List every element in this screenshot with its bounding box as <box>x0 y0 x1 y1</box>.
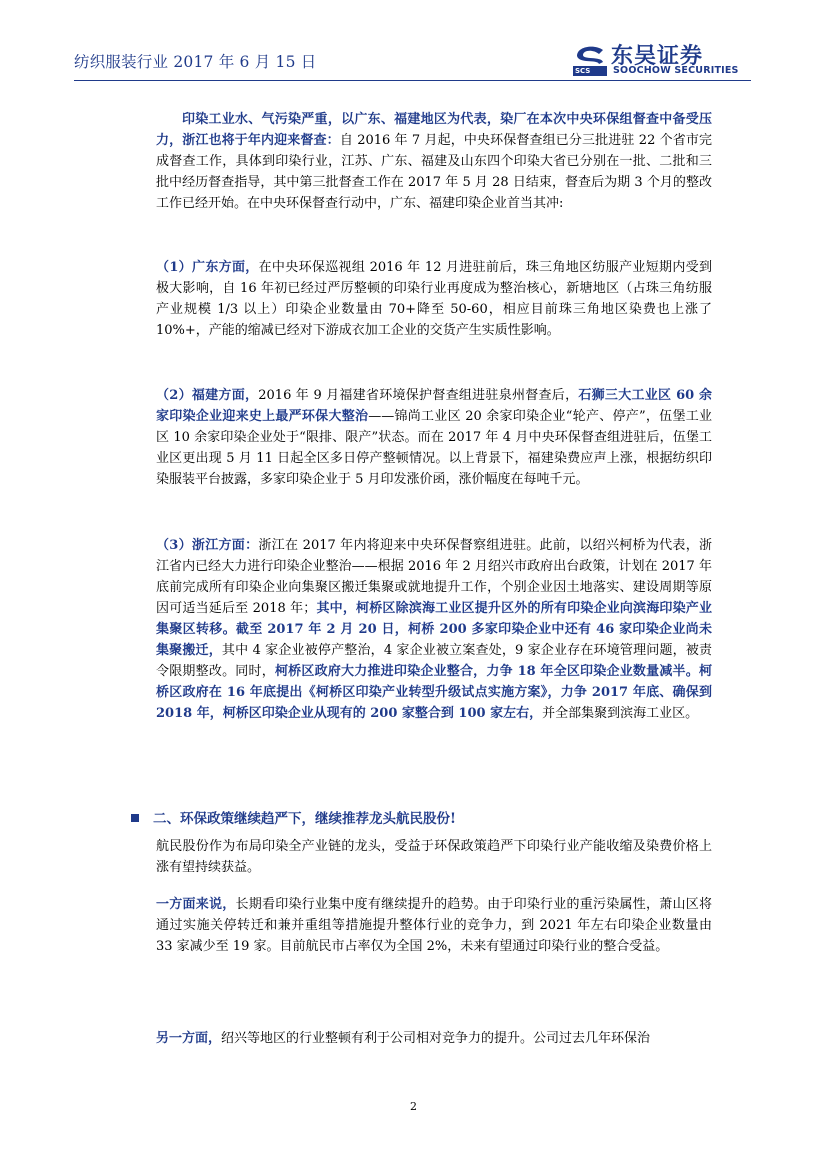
paragraph-guangdong-bold: （1）广东方面， <box>156 260 259 275</box>
paragraph-one-side-text: 长期看印染行业集中度有继续提升的趋势。由于印染行业的重污染属性，萧山区将通过实施关停转迁和兼并重组等措施提升整体行业的竞争力，到 2021 年左右印染企业数量由 33 家减少至 19 家。目前航民市占率仅为全国 2%，未来有望通过印染行业的整合受益。 <box>156 897 712 954</box>
paragraph-one-side <box>156 894 712 957</box>
paragraph-hangmin <box>156 836 712 878</box>
square-bullet-icon <box>131 814 139 822</box>
logo-en-text: SOOCHOW SECURITIES <box>613 65 739 76</box>
paragraph-hangmin-text: 航民股份作为布局印染全产业链的龙头，受益于环保政策趋严下印染行业产能收缩及染费价格上涨有望持续获益。 <box>156 839 712 875</box>
company-logo <box>573 42 751 76</box>
paragraph-other-side-text: 绍兴等地区的行业整顿有利于公司相对竞争力的提升。公司过去几年环保治 <box>221 1031 651 1046</box>
section-heading <box>131 807 456 827</box>
paragraph-intro-text: 自 2016 年 7 月起，中央环保督查组已分三批进驻 22 个省市完成督查工作，具体到印染行业，江苏、广东、福建及山东四个印染大省已分别在一批、二批和三批中经历督查指导，其中第三批督查工作在 2017 年 5 月 28 日结束，督查后为期 3 个月的整改工作已经开始。在中央环保督查行动中，广东、福建印染企业首当其冲: <box>156 133 712 211</box>
paragraph-guangdong <box>156 257 712 341</box>
logo-cn-text: 东吴证券 <box>611 44 704 69</box>
section-title: 二、环保政策继续趋严下，继续推荐龙头航民股份! <box>153 811 456 827</box>
paragraph-fujian-bold2: 石狮三大工业区 60 余家印染企业迎来史上最严环保大整治 <box>156 388 713 424</box>
paragraph-zhejiang-bold: （3）浙江方面： <box>156 538 259 553</box>
logo-abbr: SCS <box>575 67 591 75</box>
paragraph-fujian-text2: ——锦尚工业区 20 余家印染企业“轮产、停产”，伍堡工业区 10 余家印染企业处于“限排、限产”状态。而在 2017 年 4 月中央环保督查组进驻后，伍堡工业区更出现 5 月 11 日起全区多日停产整顿情况。以上背景下，福建染费应声上涨，根据纺织印染服装平台披露，多家印染企业于 5 月印发涨价函，涨价幅度在每吨千元。 <box>156 409 712 487</box>
paragraph-fujian <box>156 385 712 490</box>
paragraph-other-side <box>156 1028 712 1049</box>
paragraph-zhejiang-text2: 其中 4 家企业被停产整治，4 家企业被立案查处，9 家企业存在环境管理问题，被责令限期整改。同时， <box>156 643 712 679</box>
paragraph-zhejiang-text: 浙江在 2017 年内将迎来中央环保督察组进驻。此前，以绍兴柯桥为代表，浙江省内已经大力进行印染企业整治——根据 2016 年 2 月绍兴市政府出台政策，计划在 2017 年底前完成所有印染企业向集聚区搬迁集聚或就地提升工作，个别企业因土地落实、建设周期等原因可适当延后至 2018 年； <box>156 538 712 616</box>
header-title: 纺织服装行业 2017 年 6 月 15 日 <box>74 53 317 71</box>
paragraph-guangdong-text: 在中央环保巡视组 2016 年 12 月进驻前后，珠三角地区纺服产业短期内受到极大影响，自 16 年初已经过严厉整顿的印染行业再度成为整治核心，新塘地区（占珠三角纺服产业规模 1/3 以上）印染企业数量由 70+降至 50-60，相应目前珠三角地区染费也上涨了 10%+，产能的缩减已经对下游成衣加工企业的交货产生实质性影响。 <box>156 260 713 338</box>
paragraph-zhejiang-bold2: 其中，柯桥区除滨海工业区提升区外的所有印染企业向滨海印染产业集聚区转移。截至 2017 年 2 月 20 日，柯桥 200 多家印染企业中还有 46 家印染企业尚未集聚搬迁， <box>156 601 712 658</box>
paragraph-zhejiang <box>156 535 712 724</box>
paragraph-one-side-bold: 一方面来说， <box>156 897 236 912</box>
paragraph-zhejiang-bold3: 柯桥区政府大力推进印染企业整合，力争 18 年全区印染企业数量减半。柯桥区政府在 16 年底提出《柯桥区印染产业转型升级试点实施方案》，力争 2017 年底、确保到 2018 年，柯桥区印染企业从现有的 200 家整合到 100 家左右， <box>156 664 712 721</box>
paragraph-intro-bold: 印染工业水、气污染严重，以广东、福建地区为代表，染厂在本次中央环保组督查中备受压力，浙江也将于年内迎来督查： <box>156 112 712 148</box>
paragraph-intro <box>156 109 712 214</box>
paragraph-zhejiang-text3: 并全部集聚到滨海工业区。 <box>542 706 699 721</box>
header-divider <box>74 80 751 81</box>
paragraph-fujian-text: 2016 年 9 月福建省环境保护督查组进驻泉州督查后， <box>258 388 579 403</box>
page-number: 2 <box>410 1100 417 1113</box>
paragraph-other-side-bold: 另一方面， <box>156 1031 222 1046</box>
paragraph-fujian-bold: （2）福建方面， <box>156 388 259 403</box>
page-header <box>74 40 751 80</box>
